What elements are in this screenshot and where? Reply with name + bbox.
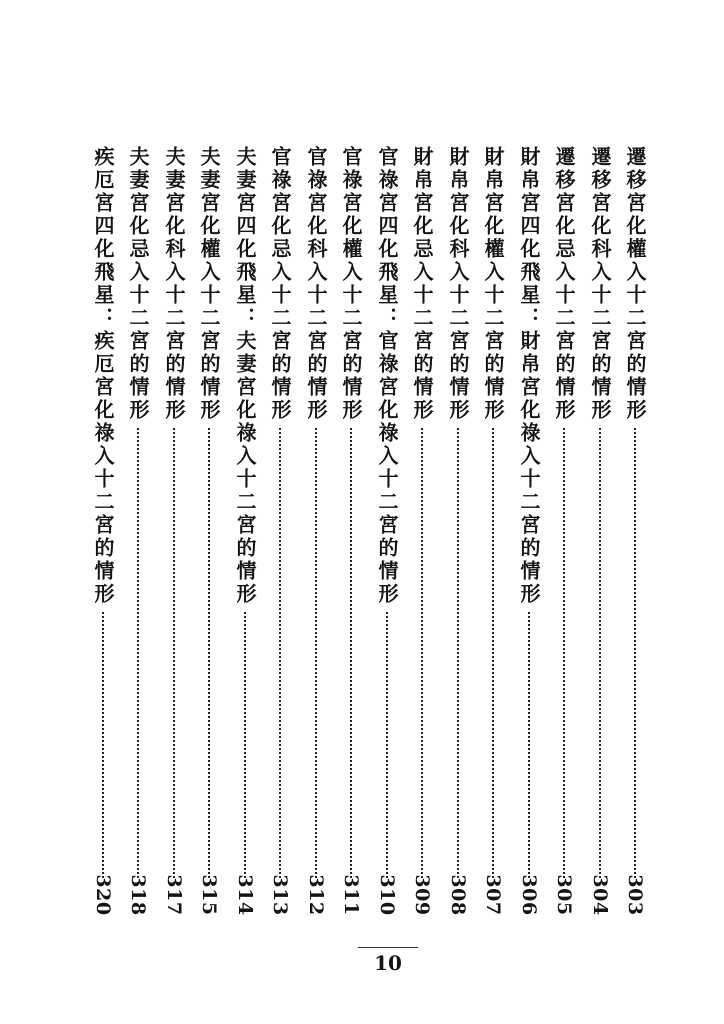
toc-entry-page-text: 320 xyxy=(92,874,114,916)
toc-entry-page-text: 303 xyxy=(624,874,646,916)
toc-entry-page-text: 314 xyxy=(234,874,256,916)
toc-entry-title: 官祿宮化科入十二宮的情形 xyxy=(304,146,328,422)
toc-entry[interactable] xyxy=(622,146,648,916)
toc-entry-title: 財帛宮化權入十二宮的情形 xyxy=(481,146,505,422)
toc-entry-page-number xyxy=(516,874,542,916)
table-of-contents xyxy=(0,146,724,916)
toc-entry-page-text: 304 xyxy=(589,874,611,916)
toc-entry-title: 疾厄宮四化飛星：疾厄宮化祿入十二宮的情形 xyxy=(91,146,115,606)
toc-entry-title: 財帛宮四化飛星：財帛宮化祿入十二宮的情形 xyxy=(517,146,541,606)
dot-leader xyxy=(208,428,210,878)
toc-entry-page-number xyxy=(445,874,471,916)
toc-entry[interactable] xyxy=(516,146,542,916)
dot-leader xyxy=(457,428,459,878)
toc-entry[interactable] xyxy=(409,146,435,916)
dot-leader xyxy=(634,428,636,878)
footer-rule xyxy=(358,947,418,948)
toc-entry-page-number xyxy=(587,874,613,916)
toc-entry-page-text: 308 xyxy=(447,874,469,916)
dot-leader xyxy=(102,612,104,878)
toc-entry-page-number xyxy=(303,874,329,916)
dot-leader xyxy=(244,612,246,878)
toc-entry[interactable] xyxy=(480,146,506,916)
dot-leader xyxy=(599,428,601,878)
toc-entry-page-number xyxy=(196,874,222,916)
toc-entry-page-number xyxy=(409,874,435,916)
toc-entry-page-number xyxy=(374,874,400,916)
toc-entry-page-text: 312 xyxy=(305,874,327,916)
toc-entry[interactable] xyxy=(232,146,258,916)
toc-entry-page-text: 311 xyxy=(340,874,362,916)
toc-entry-title: 夫妻宮化權入十二宮的情形 xyxy=(197,146,221,422)
toc-entry-title: 官祿宮化權入十二宮的情形 xyxy=(339,146,363,422)
toc-entry[interactable] xyxy=(90,146,116,916)
toc-entry-page-text: 318 xyxy=(127,874,149,916)
toc-entry[interactable] xyxy=(445,146,471,916)
toc-entry-page-text: 306 xyxy=(518,874,540,916)
toc-entry-page-number xyxy=(480,874,506,916)
dot-leader xyxy=(386,612,388,878)
dot-leader xyxy=(350,428,352,878)
toc-entry[interactable] xyxy=(267,146,293,916)
toc-entry-page-text: 305 xyxy=(553,874,575,916)
toc-entry[interactable] xyxy=(374,146,400,916)
dot-leader xyxy=(528,612,530,878)
toc-entry-page-number xyxy=(125,874,151,916)
toc-entry-page-number xyxy=(338,874,364,916)
toc-entry-title: 遷移宮化忌入十二宮的情形 xyxy=(552,146,576,422)
dot-leader xyxy=(173,428,175,878)
toc-entry-page-text: 313 xyxy=(269,874,291,916)
dot-leader xyxy=(137,428,139,878)
toc-entry-page-text: 317 xyxy=(163,874,185,916)
toc-entry[interactable] xyxy=(161,146,187,916)
footer-page-number: 10 xyxy=(374,951,402,975)
toc-entry-page-number xyxy=(161,874,187,916)
toc-entry[interactable] xyxy=(196,146,222,916)
toc-entry-page-text: 307 xyxy=(482,874,504,916)
toc-entry-page-text: 315 xyxy=(198,874,220,916)
toc-entry[interactable] xyxy=(551,146,577,916)
toc-entry-title: 官祿宮四化飛星：官祿宮化祿入十二宮的情形 xyxy=(375,146,399,606)
toc-entry-title: 夫妻宮化科入十二宮的情形 xyxy=(162,146,186,422)
dot-leader xyxy=(421,428,423,878)
toc-entry-page-number xyxy=(90,874,116,916)
toc-entry-page-number xyxy=(622,874,648,916)
toc-entry-title: 官祿宮化忌入十二宮的情形 xyxy=(268,146,292,422)
toc-entry-title: 夫妻宮四化飛星：夫妻宮化祿入十二宮的情形 xyxy=(233,146,257,606)
toc-entry-title: 遷移宮化科入十二宮的情形 xyxy=(588,146,612,422)
toc-entry-title: 財帛宮化科入十二宮的情形 xyxy=(446,146,470,422)
toc-entry[interactable] xyxy=(303,146,329,916)
dot-leader xyxy=(279,428,281,878)
dot-leader xyxy=(563,428,565,878)
dot-leader xyxy=(492,428,494,878)
toc-entry-title: 財帛宮化忌入十二宮的情形 xyxy=(410,146,434,422)
toc-entry[interactable] xyxy=(125,146,151,916)
toc-entry[interactable] xyxy=(338,146,364,916)
toc-entry-page-number xyxy=(551,874,577,916)
toc-entry-title: 遷移宮化權入十二宮的情形 xyxy=(623,146,647,422)
toc-entry-page-text: 310 xyxy=(376,874,398,916)
toc-entry-page-number xyxy=(232,874,258,916)
dot-leader xyxy=(315,428,317,878)
toc-entry-page-text: 309 xyxy=(411,874,433,916)
toc-entry[interactable] xyxy=(587,146,613,916)
toc-entry-page-number xyxy=(267,874,293,916)
toc-entry-title: 夫妻宮化忌入十二宮的情形 xyxy=(126,146,150,422)
